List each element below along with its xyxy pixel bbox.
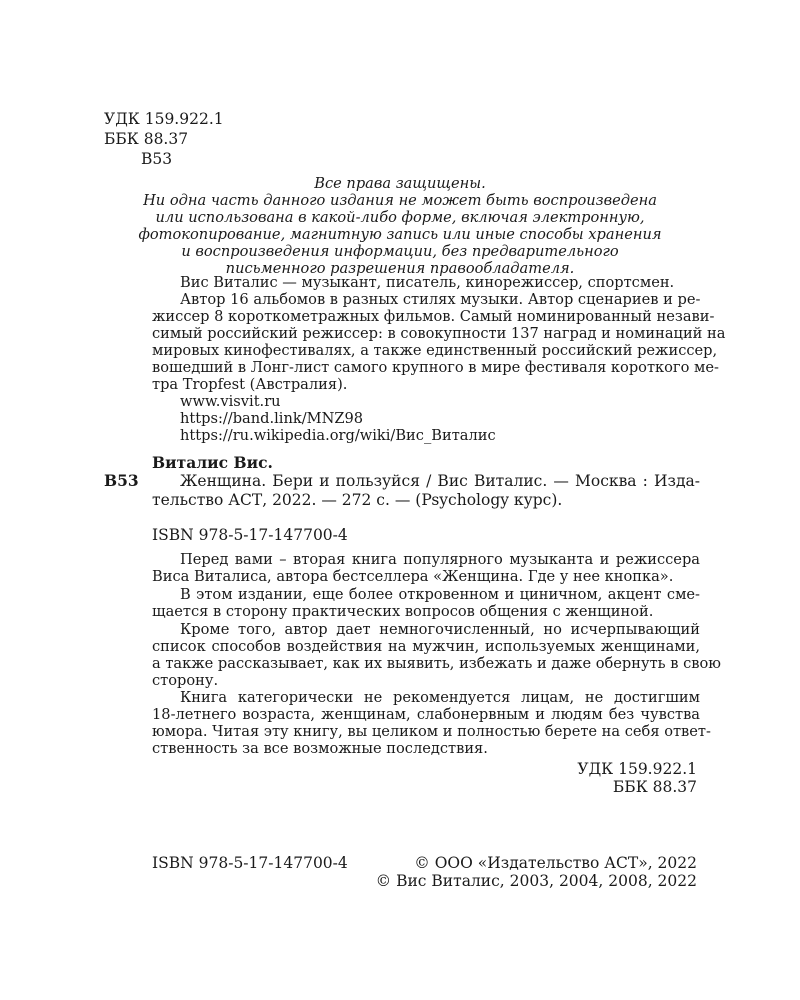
author-bio-line: жиссер 8 короткометражных фильмов. Самый номинированный незави- xyxy=(152,308,715,325)
rights-notice-line: или использована в какой-либо форме, включая электронную, xyxy=(155,209,645,226)
annotation-line: сторону. xyxy=(152,672,219,689)
record-isbn: ISBN 978-5-17-147700-4 xyxy=(152,526,348,544)
annotation-line: Перед вами – вторая книга популярного музыканта и режиссера xyxy=(180,551,700,568)
rights-notice-line: Все права защищены. xyxy=(314,175,486,192)
annotation-line: юмора. Читая эту книгу, вы целиком и полностью берете на себя ответ- xyxy=(152,723,711,740)
author-mark: В53 xyxy=(141,150,173,168)
annotation-line: Виса Виталиса, автора бестселлера «Женщина. Где у нее кнопка». xyxy=(152,568,674,585)
record-description-line: Женщина. Бери и пользуйся / Вис Виталис. — Москва : Изда- xyxy=(180,472,700,490)
udk-code: УДК 159.922.1 xyxy=(104,110,224,128)
author-bio-line: мировых кинофестивалях, а также единственный российский режиссер, xyxy=(152,342,718,359)
annotation-bbk: ББК 88.37 xyxy=(612,778,697,796)
author-bio-line: Вис Виталис — музыкант, писатель, кинорежиссер, спортсмен. xyxy=(180,274,675,291)
annotation-line: щается в сторону практических вопросов общения с женщиной. xyxy=(152,603,654,620)
rights-notice-line: фотокопирование, магнитную запись или иные способы хранения xyxy=(138,226,662,243)
record-author-mark: В53 xyxy=(104,471,139,490)
wikipedia-link: https://ru.wikipedia.org/wiki/Вис_Виталис xyxy=(180,427,496,444)
band-link: https://band.link/MNZ98 xyxy=(180,410,364,427)
annotation-udk: УДК 159.922.1 xyxy=(577,760,697,778)
annotation-line: Книга категорически не рекомендуется лицам, не достигшим xyxy=(180,689,700,706)
annotation-line: а также рассказывает, как их выявить, избежать и даже обернуть в свою xyxy=(152,655,721,672)
author-bio-line: тра Tropfest (Австралия). xyxy=(152,376,348,393)
record-author-heading: Виталис Вис. xyxy=(152,453,273,472)
record-description-line: тельство АСТ, 2022. — 272 с. — (Psychology курс). xyxy=(152,491,563,509)
copyright-publisher: © ООО «Издательство АСТ», 2022 xyxy=(414,854,697,872)
copyright-author: © Вис Виталис, 2003, 2004, 2008, 2022 xyxy=(375,872,697,890)
author-bio-line: Автор 16 альбомов в разных стилях музыки. Автор сценариев и ре- xyxy=(180,291,701,308)
footer-isbn: ISBN 978-5-17-147700-4 xyxy=(152,854,348,872)
annotation-line: В этом издании, еще более откровенном и циничном, акцент сме- xyxy=(180,586,700,603)
annotation-line: список способов воздействия на мужчин, используемых женщинами, xyxy=(152,638,700,655)
rights-notice-line: и воспроизведения информации, без предварительного xyxy=(181,243,619,260)
annotation-line: Кроме того, автор дает немногочисленный, но исчерпывающий xyxy=(180,621,700,638)
annotation-line: ственность за все возможные последствия. xyxy=(152,740,488,757)
rights-notice-line: Ни одна часть данного издания не может быть воспроизведена xyxy=(143,192,657,209)
author-bio-line: вошедший в Лонг-лист самого крупного в мире фестиваля короткого ме- xyxy=(152,359,719,376)
annotation-line: 18-летнего возраста, женщинам, слабонервным и людям без чувства xyxy=(152,706,700,723)
rights-notice-line: письменного разрешения правообладателя. xyxy=(225,260,575,277)
bbk-code: ББК 88.37 xyxy=(104,130,189,148)
author-bio-line: симый российский режиссер: в совокупности 137 наград и номинаций на xyxy=(152,325,726,342)
website-link: www.visvit.ru xyxy=(180,393,281,410)
